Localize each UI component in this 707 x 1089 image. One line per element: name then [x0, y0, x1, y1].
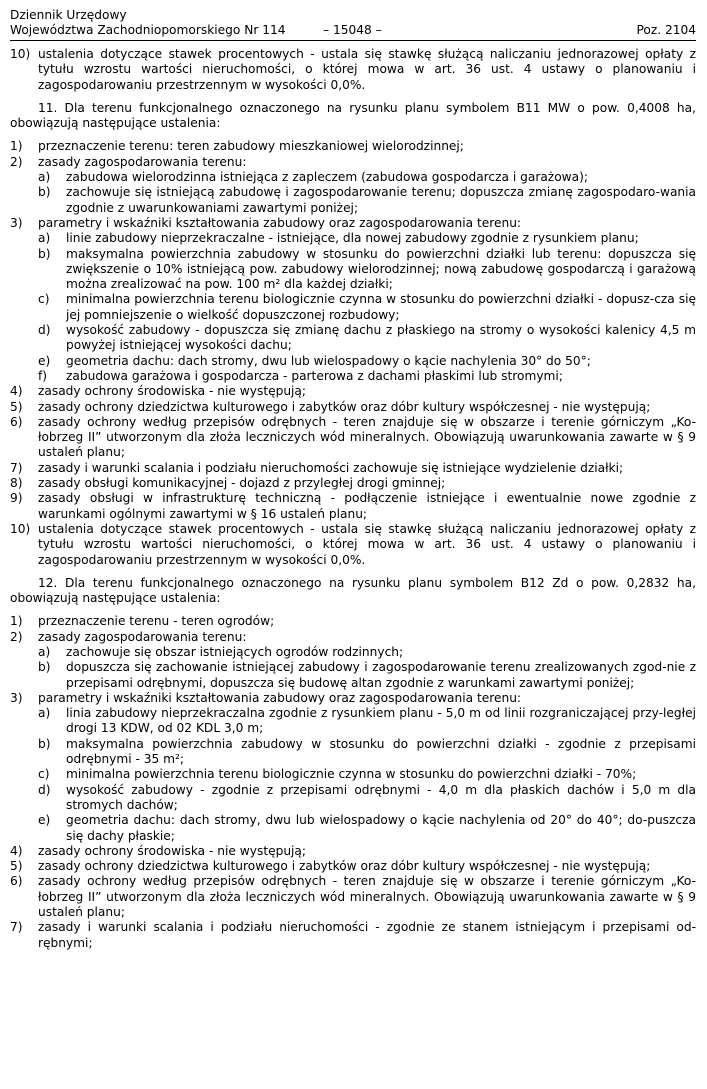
- list-item-number: 9): [10, 491, 23, 506]
- list-item-number: a): [38, 231, 51, 246]
- sub-list-item: [10, 369, 696, 384]
- list-item-number: a): [38, 170, 51, 185]
- list-item-number: e): [38, 353, 51, 368]
- list-item-text: parametry i wskaźniki kształtowania zabudowy oraz zagospodarowania terenu:: [38, 690, 522, 705]
- list-item: [10, 522, 696, 568]
- list-item: [10, 155, 696, 170]
- list-item-number: 10): [10, 47, 31, 61]
- sub-list-item: [10, 185, 696, 216]
- list-item-number: 4): [10, 843, 23, 858]
- list-item-number: c): [38, 292, 50, 307]
- list-item: [10, 691, 696, 706]
- list-item-text: linie zabudowy nieprzekraczalne - istniejące, dla nowej zabudowy zgodnie z rysunkiem planu;: [66, 231, 639, 246]
- list-item-number: 6): [10, 414, 23, 429]
- position-number: Poz. 2104: [636, 23, 696, 37]
- list-item-text: parametry i wskaźniki kształtowania zabudowy oraz zagospodarowania terenu:: [38, 215, 522, 230]
- list-item-text: maksymalna powierzchnia zabudowy w stosunku do powierzchni działki - zgodnie z przepisami odrębnymi - 35 m²;: [66, 736, 696, 767]
- list-item: [10, 874, 696, 920]
- list-item-text: przeznaczenie terenu: teren zabudowy mieszkaniowej wielorodzinnej;: [38, 139, 464, 154]
- list-item: [10, 920, 696, 951]
- sub-list-item: [10, 737, 696, 768]
- sub-list-item: [10, 813, 696, 844]
- list-item-number: 2): [10, 629, 23, 644]
- journal-title-line2: Województwa Zachodniopomorskiego Nr 114: [10, 23, 286, 37]
- list-item-number: 10): [10, 521, 31, 536]
- list-item: [10, 400, 696, 415]
- list-item-number: 7): [10, 460, 23, 475]
- page-header: [10, 8, 696, 41]
- list-item: [10, 476, 696, 491]
- list-item-text: zasady ochrony środowiska - nie występują;: [38, 384, 307, 399]
- list-item-number: 1): [10, 614, 23, 629]
- list-item-text: zasady i warunki scalania i podziału nieruchomości - zgodnie ze stanem istniejącym i przepisami od-rębnymi;: [38, 920, 696, 950]
- journal-title: [10, 8, 285, 38]
- section-paragraph: 11. Dla terenu funkcjonalnego oznaczonego na rysunku planu symbolem B11 MW o pow. 0,4008 ha, obowiązują następujące ustalenia:: [10, 100, 696, 131]
- list-item-text: zabudowa wielorodzinna istniejąca z zapleczem (zabudowa gospodarcza i garażowa);: [66, 170, 588, 185]
- sub-list-item: [10, 767, 696, 782]
- list-item-text: maksymalna powierzchnia zabudowy w stosunku do powierzchni działki lub terenu: dopuszcza się zwiększenie o 10% istniejącą pow. zabudowy wielorodzinnej; nową zabudowę gospodarczą i garażową można zrealizować na pow. 100 m² dla każdej działki;: [66, 246, 696, 292]
- list-item: [10, 47, 696, 93]
- list-item: [10, 844, 696, 859]
- list-item: [10, 630, 696, 645]
- list-item: [10, 614, 696, 629]
- list-item-number: e): [38, 813, 51, 828]
- list-item-number: 5): [10, 399, 23, 414]
- list-item-text: zasady obsługi w infrastrukturę techniczną - podłączenie istniejące i ewentualnie nowe zgodnie z warunkami ogólnymi zawartymi w § 16 ustaleń planu;: [38, 491, 696, 521]
- list-item-number: b): [38, 246, 51, 261]
- list-item-number: b): [38, 185, 51, 200]
- sub-list-item: [10, 783, 696, 814]
- list-item-number: a): [38, 706, 51, 721]
- list-item-text: wysokość zabudowy - dopuszcza się zmianę dachu z płaskiego na stromy o wysokości kalenicy 4,5 m powyżej istniejącej wysokości dachu;: [66, 323, 696, 353]
- list-item-text: zasady ochrony według przepisów odrębnych - teren znajduje się w obszarze i terenie górniczym „Ko-łobrzeg II” utworzonym dla złoża leczniczych wód mineralnych. Obowiązują uwarunkowania zawarte w § 9 ustaleń planu;: [38, 414, 696, 460]
- list-item: [10, 384, 696, 399]
- list-item: [10, 461, 696, 476]
- sub-list-item: [10, 354, 696, 369]
- sub-list-item: [10, 706, 696, 737]
- sub-list-item: [10, 323, 696, 354]
- list-item: [10, 491, 696, 522]
- list-item-text: zasady ochrony dziedzictwa kulturowego i zabytków oraz dóbr kultury współczesnej - nie występują;: [38, 399, 651, 414]
- list-item-number: 8): [10, 476, 23, 491]
- sub-list-item: [10, 231, 696, 246]
- list-item-text: ustalenia dotyczące stawek procentowych - ustala się stawkę służącą naliczaniu jednorazowej opłaty z tytułu wzrostu wartości nieruchomości, o której mowa w art. 36 ust. 4 ustawy o planowaniu i zagospodarowaniu przestrzennym w wysokości 0,0%.: [38, 521, 696, 567]
- list-item-number: 1): [10, 139, 23, 154]
- list-item-number: d): [38, 323, 51, 338]
- list-item-text: linia zabudowy nieprzekraczalna zgodnie z rysunkiem planu - 5,0 m od linii rozgraniczającej przy-ległej drogi 13 KDW, od 02 KDL 3,0 m;: [66, 706, 696, 736]
- list-item-text: minimalna powierzchnia terenu biologicznie czynna w stosunku do powierzchni działki - dopusz-cza się jej pomniejszenie o wielkość dopuszczonej rozbudowy;: [66, 292, 696, 322]
- list-item-text: wysokość zabudowy - zgodnie z przepisami odrębnymi - 4,0 m dla płaskich dachów i 5,0 m dla stromych dachów;: [66, 782, 696, 812]
- list-item-number: f): [38, 368, 48, 383]
- sub-list-item: [10, 645, 696, 660]
- section-paragraph: 12. Dla terenu funkcjonalnego oznaczonego na rysunku planu symbolem B12 Zd o pow. 0,2832 ha, obowiązują następujące ustalenia:: [10, 575, 696, 606]
- list-item-number: 6): [10, 874, 23, 889]
- sub-list-item: [10, 292, 696, 323]
- list-item-number: b): [38, 660, 51, 675]
- list-item: [10, 139, 696, 154]
- list-item-number: 5): [10, 859, 23, 874]
- list-item-number: 2): [10, 154, 23, 169]
- list-item-text: zasady ochrony według przepisów odrębnych - teren znajduje się w obszarze i terenie górniczym „Ko-łobrzeg II” utworzonym dla złoża leczniczych wód mineralnych. Obowiązują uwarunkowania zawarte w § 9 ustaleń planu;: [38, 874, 696, 920]
- list-item-number: a): [38, 644, 51, 659]
- journal-title-line1: Dziennik Urzędowy: [10, 8, 127, 22]
- list-item-text: dopuszcza się zachowanie istniejącej zabudowy i zagospodarowanie terenu zrealizowanych zgod-nie z przepisami odrębnymi, dopuszcza się budowę altan zgodnie z warunkami zawartymi poniżej;: [66, 660, 696, 690]
- list-item-number: d): [38, 782, 51, 797]
- list-item-text: minimalna powierzchnia terenu biologicznie czynna w stosunku do powierzchni działki - 70%;: [66, 767, 637, 782]
- list-item-number: 7): [10, 920, 23, 935]
- list-item-number: 3): [10, 690, 23, 705]
- list-item-number: c): [38, 767, 50, 782]
- list-item-text: zachowuje się obszar istniejących ogrodów rodzinnych;: [66, 644, 404, 659]
- list-item-text: zasady i warunki scalania i podziału nieruchomości zachowuje się istniejące wydzielenie działki;: [38, 460, 624, 475]
- list-item-number: 3): [10, 215, 23, 230]
- list-item-text: geometria dachu: dach stromy, dwu lub wielospadowy o kącie nachylenia od 20° do 40°; do-puszcza się dachy płaskie;: [66, 813, 696, 843]
- list-item: [10, 415, 696, 461]
- list-item-text: zasady zagospodarowania terenu:: [38, 629, 247, 644]
- sub-list-item: [10, 170, 696, 185]
- list-item-text: ustalenia dotyczące stawek procentowych - ustala się stawkę służącą naliczaniu jednorazowej opłaty z tytułu wzrostu wartości nieruchomości, o której mowa w art. 36 ust. 4 ustawy o planowaniu i zagospodarowaniu przestrzennym w wysokości 0,0%.: [38, 47, 696, 92]
- document-page: [10, 8, 696, 951]
- sub-list-item: [10, 247, 696, 293]
- list-item-text: przeznaczenie terenu - teren ogrodów;: [38, 614, 275, 629]
- list-item-text: zasady zagospodarowania terenu:: [38, 154, 247, 169]
- document-body: [10, 47, 696, 951]
- list-item: [10, 216, 696, 231]
- list-item: [10, 859, 696, 874]
- list-item-number: 4): [10, 384, 23, 399]
- list-item-text: zasady obsługi komunikacyjnej - dojazd z przyległej drogi gminnej;: [38, 476, 446, 491]
- list-item-text: zachowuje się istniejącą zabudowę i zagospodarowanie terenu; dopuszcza zmianę zagospodaro-wania zgodnie z uwarunkowaniami zawartymi poniżej;: [66, 185, 696, 215]
- list-item-text: geometria dachu: dach stromy, dwu lub wielospadowy o kącie nachylenia 30° do 50°;: [66, 353, 591, 368]
- list-item-number: b): [38, 736, 51, 751]
- list-item-text: zabudowa garażowa i gospodarcza - parterowa z dachami płaskimi lub stromymi;: [66, 368, 563, 383]
- list-item-text: zasady ochrony dziedzictwa kulturowego i zabytków oraz dóbr kultury współczesnej - nie występują;: [38, 859, 651, 874]
- list-item-text: zasady ochrony środowiska - nie występują;: [38, 843, 307, 858]
- sub-list-item: [10, 660, 696, 691]
- page-number: – 15048 –: [323, 23, 382, 37]
